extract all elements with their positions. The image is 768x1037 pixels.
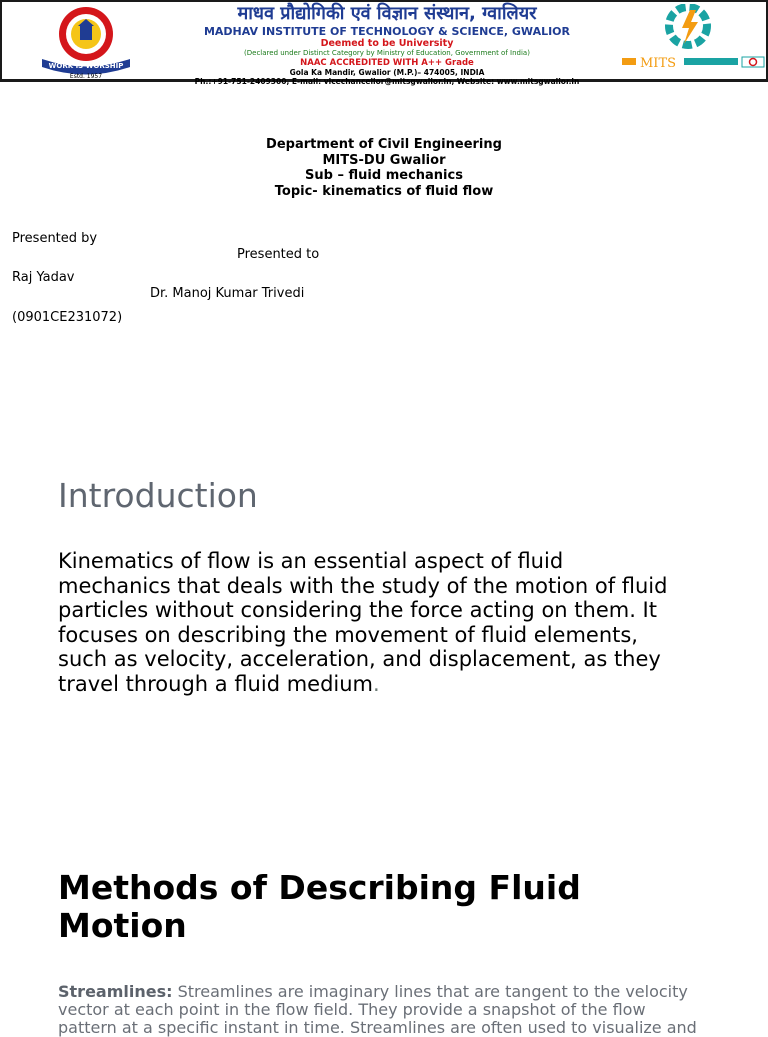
- student-name: Raj Yadav: [12, 270, 75, 285]
- presented-to-label: Presented to: [237, 247, 320, 262]
- intro-line: such as velocity, acceleration, and displacement, as they: [58, 647, 661, 671]
- streamlines-line: [58, 983, 748, 1001]
- intro-line-last: [58, 672, 728, 697]
- seal-motto: WORK IS WORSHIP: [48, 62, 124, 70]
- introduction-paragraph: [58, 549, 728, 696]
- naac-accreditation: NAAC ACCREDITED WITH A++ Grade: [300, 58, 474, 68]
- streamlines-label: Streamlines:: [58, 982, 173, 1001]
- intro-line: mechanics that deals with the study of the motion of fluid: [58, 573, 668, 598]
- intro-line: Kinematics of flow is an essential aspect of fluid: [58, 549, 564, 573]
- streamlines-line: pattern at a specific instant in time. Streamlines are often used to visualize and: [58, 1018, 697, 1037]
- mits-logo-text: MITS: [640, 56, 677, 71]
- declaration-note: (Declared under Distinct Category by Ministry of Education, Government of India): [244, 49, 530, 57]
- institute-info: [152, 3, 622, 86]
- institute-seal-logo: [28, 4, 144, 80]
- institute-address: Gola Ka Mandir, Gwalior (M.P.)– 474005, INDIA: [289, 68, 485, 77]
- guide-name: Dr. Manoj Kumar Trivedi: [150, 286, 305, 301]
- methods-heading: [58, 869, 738, 945]
- streamlines-paragraph: [58, 983, 748, 1037]
- intro-line-last-text: travel through a fluid medium: [58, 671, 374, 696]
- institute-banner: [0, 0, 768, 86]
- institute-name: MADHAV INSTITUTE OF TECHNOLOGY & SCIENCE, GWALIOR: [203, 25, 571, 38]
- presented-by-label: Presented by: [12, 231, 98, 246]
- methods-heading-line: Motion: [58, 906, 187, 945]
- streamlines-line: vector at each point in the flow field. They provide a snapshot of the flow: [58, 1000, 646, 1019]
- mits-logo: [620, 4, 768, 72]
- introduction-heading: Introduction: [58, 476, 258, 515]
- intro-line: particles without considering the force acting on them. It: [58, 598, 657, 622]
- university-title: MITS-DU Gwalior: [322, 152, 446, 168]
- enrollment-number: (0901CE231072): [12, 310, 123, 325]
- institute-hindi-name: माधव प्रौद्योगिकी एवं विज्ञान संस्थान, ग्वालियर: [237, 3, 537, 24]
- institute-contact: Ph.:+91-751-2409300, E-mail: vicechancellor@mitsgwalior.in, Website: www.mitsgwalior.in: [194, 77, 580, 86]
- streamlines-text: Streamlines are imaginary lines that are tangent to the velocity: [172, 982, 688, 1001]
- deemed-university: Deemed to be University: [320, 38, 454, 49]
- subject-title: Sub – fluid mechanics: [305, 168, 463, 183]
- seal-established: Estd. 1957: [69, 73, 103, 80]
- methods-heading-line: Methods of Describing Fluid: [58, 868, 581, 907]
- intro-final-period: .: [373, 671, 380, 696]
- intro-line: focuses on describing the movement of fluid elements,: [58, 622, 638, 647]
- title-block: [0, 137, 768, 199]
- topic-title: Topic- kinematics of fluid flow: [274, 183, 494, 199]
- department-title: Department of Civil Engineering: [266, 137, 502, 152]
